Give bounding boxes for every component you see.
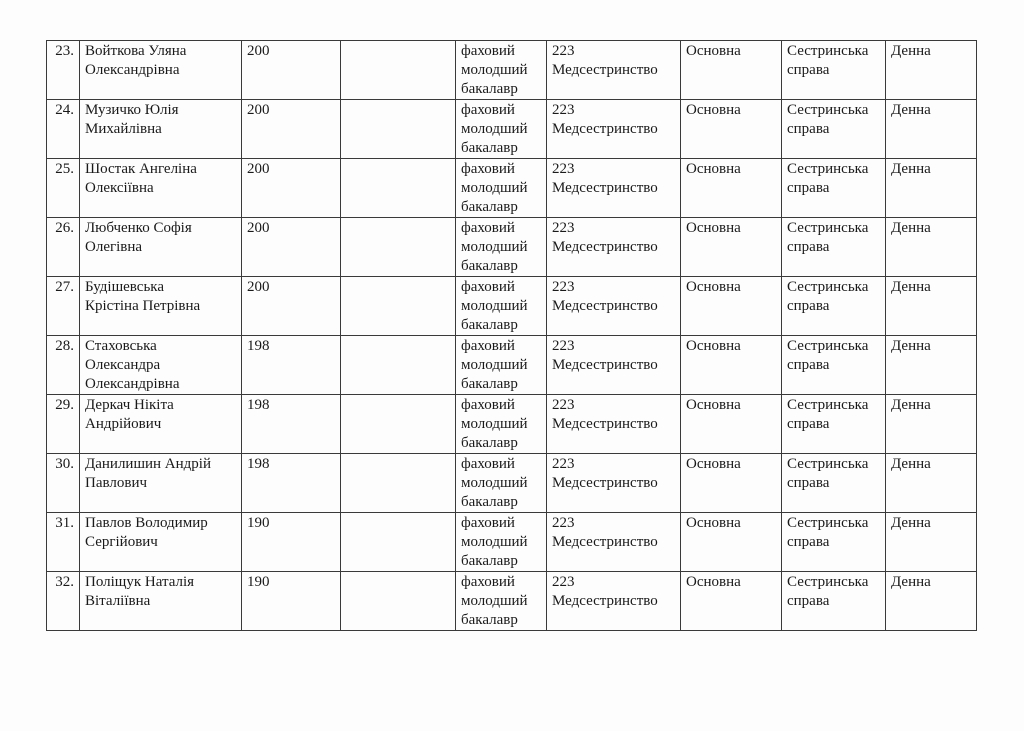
- specialty-line: Медсестринство: [552, 416, 658, 432]
- empty-cell-cell: [341, 336, 456, 395]
- applicant-name-cell: [80, 100, 242, 159]
- educational-program-cell: [782, 336, 886, 395]
- funding-basis-cell: [681, 454, 782, 513]
- specialty-line: 223: [552, 220, 575, 236]
- education-level-line: бакалавр: [461, 81, 518, 97]
- empty-cell-cell: [341, 395, 456, 454]
- education-level-line: фаховий: [461, 279, 515, 295]
- education-level-line: молодший: [461, 298, 528, 314]
- funding-basis-cell: [681, 395, 782, 454]
- specialty-cell: [547, 41, 681, 100]
- educational-program-line: Сестринська: [787, 515, 869, 531]
- funding-basis: Основна: [686, 102, 741, 118]
- applicant-name-cell: [80, 218, 242, 277]
- empty-cell-cell: [341, 218, 456, 277]
- applicant-name-line: Олексіївна: [85, 180, 154, 196]
- education-level-line: фаховий: [461, 161, 515, 177]
- specialty-line: Медсестринство: [552, 62, 658, 78]
- educational-program-line: Сестринська: [787, 161, 869, 177]
- applicant-name-line: Любченко Софія: [85, 220, 192, 236]
- applicant-name-line: Крістіна Петрівна: [85, 298, 201, 314]
- education-level-cell: [456, 277, 547, 336]
- educational-program-line: справа: [787, 298, 830, 314]
- funding-basis: Основна: [686, 574, 741, 590]
- funding-basis-cell: [681, 159, 782, 218]
- study-form: Денна: [891, 279, 931, 295]
- educational-program-line: справа: [787, 534, 830, 550]
- funding-basis-cell: [681, 218, 782, 277]
- table-row: [47, 159, 977, 218]
- empty-cell-cell: [341, 100, 456, 159]
- educational-program-line: Сестринська: [787, 397, 869, 413]
- study-form-cell: [886, 572, 977, 631]
- table-row: [47, 572, 977, 631]
- applicant-name-cell: [80, 277, 242, 336]
- education-level-line: бакалавр: [461, 258, 518, 274]
- educational-program-cell: [782, 41, 886, 100]
- education-level-line: фаховий: [461, 397, 515, 413]
- funding-basis: Основна: [686, 279, 741, 295]
- score: 190: [247, 515, 270, 531]
- educational-program-line: справа: [787, 416, 830, 432]
- empty-cell-cell: [341, 277, 456, 336]
- empty-cell-cell: [341, 159, 456, 218]
- study-form: Денна: [891, 456, 931, 472]
- education-level-line: молодший: [461, 593, 528, 609]
- education-level-line: молодший: [461, 416, 528, 432]
- score-cell: [242, 513, 341, 572]
- educational-program-line: Сестринська: [787, 220, 869, 236]
- education-level-line: молодший: [461, 62, 528, 78]
- funding-basis-cell: [681, 41, 782, 100]
- education-level-line: фаховий: [461, 338, 515, 354]
- education-level-cell: [456, 513, 547, 572]
- study-form: Денна: [891, 574, 931, 590]
- funding-basis-cell: [681, 277, 782, 336]
- education-level-line: фаховий: [461, 515, 515, 531]
- row-number: 28.: [55, 338, 74, 354]
- score-cell: [242, 454, 341, 513]
- education-level-line: бакалавр: [461, 376, 518, 392]
- specialty-line: 223: [552, 574, 575, 590]
- row-number: 31.: [55, 515, 74, 531]
- applicant-name-line: Андрійович: [85, 416, 162, 432]
- specialty-cell: [547, 100, 681, 159]
- applicant-name-line: Музичко Юлія: [85, 102, 179, 118]
- applicant-name-line: Поліщук Наталія: [85, 574, 195, 590]
- applicant-name-cell: [80, 513, 242, 572]
- score-cell: [242, 100, 341, 159]
- study-form: Денна: [891, 515, 931, 531]
- educational-program-line: справа: [787, 475, 830, 491]
- educational-program-line: справа: [787, 357, 830, 373]
- study-form: Денна: [891, 338, 931, 354]
- educational-program-line: справа: [787, 62, 830, 78]
- row-number-cell: [47, 159, 80, 218]
- study-form: Денна: [891, 220, 931, 236]
- educational-program-line: справа: [787, 180, 830, 196]
- row-number: 27.: [55, 279, 74, 295]
- specialty-cell: [547, 395, 681, 454]
- score-cell: [242, 572, 341, 631]
- study-form-cell: [886, 513, 977, 572]
- education-level-line: фаховий: [461, 456, 515, 472]
- table-row: [47, 513, 977, 572]
- study-form-cell: [886, 454, 977, 513]
- education-level-line: фаховий: [461, 43, 515, 59]
- row-number-cell: [47, 277, 80, 336]
- specialty-cell: [547, 454, 681, 513]
- education-level-cell: [456, 41, 547, 100]
- specialty-cell: [547, 513, 681, 572]
- row-number-cell: [47, 218, 80, 277]
- study-form-cell: [886, 336, 977, 395]
- educational-program-line: Сестринська: [787, 279, 869, 295]
- study-form: Денна: [891, 102, 931, 118]
- education-level-line: фаховий: [461, 220, 515, 236]
- specialty-cell: [547, 572, 681, 631]
- educational-program-cell: [782, 454, 886, 513]
- education-level-cell: [456, 218, 547, 277]
- specialty-line: 223: [552, 279, 575, 295]
- applicant-name-line: Данилишин Андрій: [85, 456, 211, 472]
- row-number: 26.: [55, 220, 74, 236]
- education-level-cell: [456, 100, 547, 159]
- applicant-name-line: Олександра: [85, 357, 161, 373]
- row-number-cell: [47, 41, 80, 100]
- applicant-name-line: Будішевська: [85, 279, 165, 295]
- applicant-name-line: Олександрівна: [85, 62, 180, 78]
- funding-basis: Основна: [686, 397, 741, 413]
- education-level-line: бакалавр: [461, 140, 518, 156]
- education-level-line: бакалавр: [461, 317, 518, 333]
- applicant-name-line: Стаховська: [85, 338, 157, 354]
- specialty-line: Медсестринство: [552, 298, 658, 314]
- study-form-cell: [886, 159, 977, 218]
- educational-program-line: справа: [787, 239, 830, 255]
- row-number-cell: [47, 395, 80, 454]
- educational-program-cell: [782, 277, 886, 336]
- education-level-cell: [456, 395, 547, 454]
- funding-basis: Основна: [686, 515, 741, 531]
- educational-program-line: Сестринська: [787, 574, 869, 590]
- specialty-cell: [547, 159, 681, 218]
- score: 200: [247, 102, 270, 118]
- study-form: Денна: [891, 161, 931, 177]
- row-number-cell: [47, 454, 80, 513]
- funding-basis: Основна: [686, 220, 741, 236]
- applicant-name-line: Михайлівна: [85, 121, 162, 137]
- table-row: [47, 336, 977, 395]
- empty-cell-cell: [341, 41, 456, 100]
- applicant-name-line: Олегівна: [85, 239, 143, 255]
- score: 198: [247, 456, 270, 472]
- table-row: [47, 100, 977, 159]
- score: 200: [247, 220, 270, 236]
- education-level-line: молодший: [461, 239, 528, 255]
- empty-cell-cell: [341, 454, 456, 513]
- funding-basis: Основна: [686, 43, 741, 59]
- education-level-cell: [456, 572, 547, 631]
- education-level-line: бакалавр: [461, 553, 518, 569]
- row-number: 23.: [55, 43, 74, 59]
- education-level-line: бакалавр: [461, 199, 518, 215]
- row-number: 29.: [55, 397, 74, 413]
- funding-basis-cell: [681, 100, 782, 159]
- funding-basis-cell: [681, 513, 782, 572]
- specialty-line: Медсестринство: [552, 475, 658, 491]
- score: 198: [247, 397, 270, 413]
- study-form: Денна: [891, 397, 931, 413]
- table-row: [47, 395, 977, 454]
- funding-basis-cell: [681, 336, 782, 395]
- specialty-line: 223: [552, 456, 575, 472]
- study-form-cell: [886, 41, 977, 100]
- specialty-line: Медсестринство: [552, 239, 658, 255]
- education-level-line: бакалавр: [461, 612, 518, 628]
- educational-program-line: справа: [787, 121, 830, 137]
- education-level-line: молодший: [461, 180, 528, 196]
- row-number-cell: [47, 100, 80, 159]
- educational-program-cell: [782, 395, 886, 454]
- specialty-line: 223: [552, 515, 575, 531]
- applicant-table: [46, 40, 977, 631]
- applicant-name-line: Віталіївна: [85, 593, 151, 609]
- education-level-line: бакалавр: [461, 494, 518, 510]
- educational-program-cell: [782, 572, 886, 631]
- score-cell: [242, 277, 341, 336]
- applicant-name-cell: [80, 41, 242, 100]
- education-level-line: бакалавр: [461, 435, 518, 451]
- education-level-line: молодший: [461, 475, 528, 491]
- education-level-line: фаховий: [461, 102, 515, 118]
- score-cell: [242, 41, 341, 100]
- funding-basis-cell: [681, 572, 782, 631]
- education-level-cell: [456, 159, 547, 218]
- educational-program-line: Сестринська: [787, 456, 869, 472]
- specialty-line: Медсестринство: [552, 593, 658, 609]
- row-number-cell: [47, 336, 80, 395]
- score: 190: [247, 574, 270, 590]
- educational-program-line: Сестринська: [787, 43, 869, 59]
- educational-program-line: справа: [787, 593, 830, 609]
- score: 198: [247, 338, 270, 354]
- specialty-cell: [547, 218, 681, 277]
- education-level-line: молодший: [461, 534, 528, 550]
- study-form-cell: [886, 100, 977, 159]
- applicant-name-line: Павлович: [85, 475, 148, 491]
- applicant-name-cell: [80, 159, 242, 218]
- score-cell: [242, 218, 341, 277]
- education-level-cell: [456, 336, 547, 395]
- score-cell: [242, 395, 341, 454]
- applicant-name-cell: [80, 454, 242, 513]
- applicant-name-line: Шостак Ангеліна: [85, 161, 197, 177]
- funding-basis: Основна: [686, 161, 741, 177]
- education-level-line: молодший: [461, 357, 528, 373]
- study-form: Денна: [891, 43, 931, 59]
- row-number: 24.: [55, 102, 74, 118]
- education-level-line: фаховий: [461, 574, 515, 590]
- funding-basis: Основна: [686, 338, 741, 354]
- applicant-name-cell: [80, 572, 242, 631]
- specialty-line: Медсестринство: [552, 534, 658, 550]
- specialty-cell: [547, 277, 681, 336]
- applicant-name-line: Павлов Володимир: [85, 515, 208, 531]
- applicant-name-line: Войткова Уляна: [85, 43, 187, 59]
- study-form-cell: [886, 218, 977, 277]
- specialty-line: 223: [552, 43, 575, 59]
- specialty-line: Медсестринство: [552, 180, 658, 196]
- row-number-cell: [47, 513, 80, 572]
- educational-program-cell: [782, 159, 886, 218]
- funding-basis: Основна: [686, 456, 741, 472]
- study-form-cell: [886, 395, 977, 454]
- educational-program-cell: [782, 100, 886, 159]
- applicant-table-body: [47, 41, 977, 631]
- education-level-line: молодший: [461, 121, 528, 137]
- score-cell: [242, 159, 341, 218]
- educational-program-cell: [782, 218, 886, 277]
- study-form-cell: [886, 277, 977, 336]
- educational-program-line: Сестринська: [787, 102, 869, 118]
- table-row: [47, 41, 977, 100]
- empty-cell-cell: [341, 513, 456, 572]
- specialty-line: 223: [552, 338, 575, 354]
- table-row: [47, 454, 977, 513]
- applicant-name-cell: [80, 395, 242, 454]
- specialty-line: 223: [552, 397, 575, 413]
- row-number: 32.: [55, 574, 74, 590]
- score: 200: [247, 161, 270, 177]
- row-number: 30.: [55, 456, 74, 472]
- educational-program-line: Сестринська: [787, 338, 869, 354]
- applicant-name-cell: [80, 336, 242, 395]
- score-cell: [242, 336, 341, 395]
- applicant-name-line: Сергійович: [85, 534, 158, 550]
- table-row: [47, 218, 977, 277]
- empty-cell-cell: [341, 572, 456, 631]
- row-number: 25.: [55, 161, 74, 177]
- specialty-line: Медсестринство: [552, 357, 658, 373]
- specialty-line: Медсестринство: [552, 121, 658, 137]
- score: 200: [247, 279, 270, 295]
- education-level-cell: [456, 454, 547, 513]
- specialty-line: 223: [552, 102, 575, 118]
- applicant-name-line: Олександрівна: [85, 376, 180, 392]
- table-row: [47, 277, 977, 336]
- applicant-name-line: Деркач Нікіта: [85, 397, 174, 413]
- score: 200: [247, 43, 270, 59]
- specialty-cell: [547, 336, 681, 395]
- specialty-line: 223: [552, 161, 575, 177]
- educational-program-cell: [782, 513, 886, 572]
- row-number-cell: [47, 572, 80, 631]
